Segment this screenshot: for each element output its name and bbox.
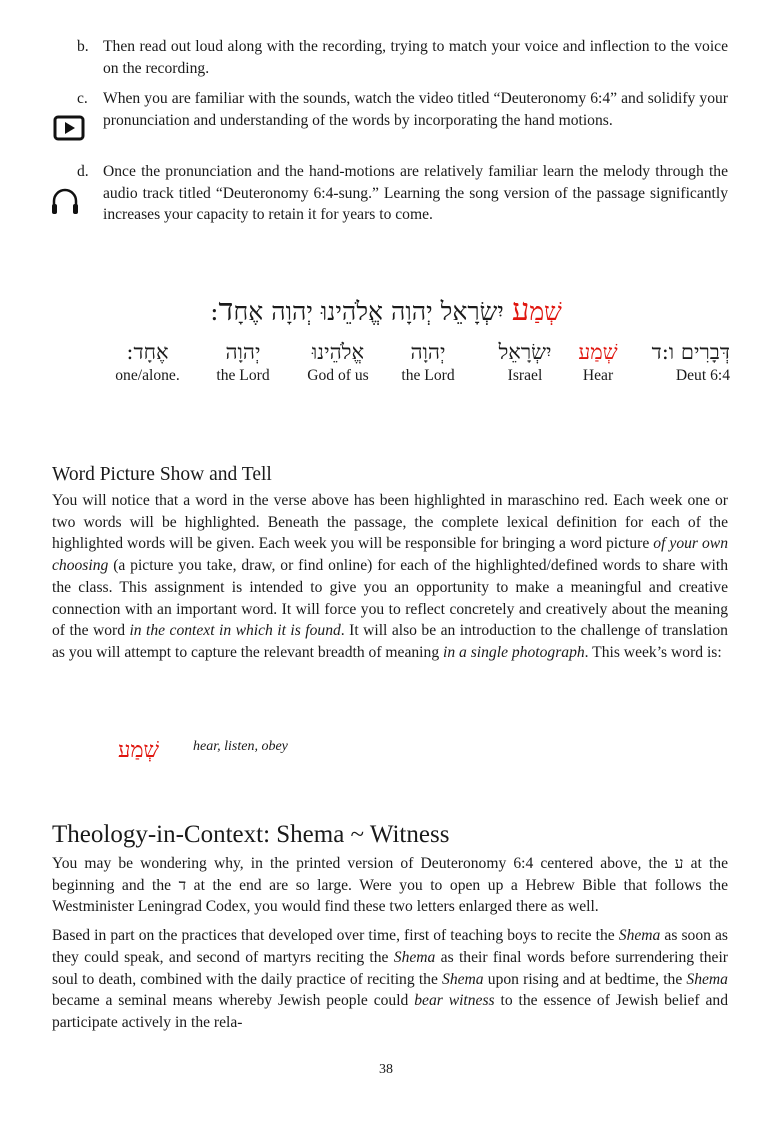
hebrew-word: יְהוָה [410, 340, 446, 364]
step-letter: c. [77, 90, 88, 107]
step-text: Once the pronunciation and the hand-motions are relatively familiar learn the melody through the audio track titled “Deuteronomy 6:4-sung.” Learning the song version of the passage significantly increases your capacity to retain it for years to come. [103, 163, 728, 224]
section2-body [52, 853, 728, 1041]
hebrew-word: שְׁמַע [578, 340, 618, 364]
text: became a seminal means whereby Jewish people could [52, 992, 415, 1010]
english-gloss: the Lord [401, 367, 455, 384]
text: upon rising and at bedtime, the [483, 970, 687, 988]
interlinear-word [293, 338, 383, 386]
hebrew-word: דְּבָרִים ו:ד [651, 340, 730, 364]
paragraph [52, 925, 728, 1034]
emphasis: of your own choosing [52, 535, 728, 575]
hebrew-word: אֱלֹהֵינוּ [311, 340, 365, 364]
emphasis: in the context in which it is found [129, 622, 341, 640]
verse-text: יִשְׂרָאֵל יְהוָה אֱלֹהֵינוּ יְהוָה אֶחָ [233, 297, 512, 326]
hebrew-verse [0, 292, 772, 328]
step-d [77, 161, 728, 226]
english-gloss: Israel [507, 367, 543, 384]
english-gloss: God of us [307, 367, 369, 384]
step-letter: d. [77, 163, 89, 180]
section-heading: Theology-in-Context: Shema ~ Witness [52, 821, 450, 848]
step-text: When you are familiar with the sounds, watch the video titled “Deuteronomy 6:4” and solidify your pronunciation and understanding of the words by incorporating the hand motions. [103, 90, 728, 129]
verse-text: : [210, 297, 219, 326]
english-gloss: Hear [582, 367, 614, 384]
interlinear-word [485, 338, 565, 386]
emphasis: Shema [393, 948, 436, 966]
step-b [77, 36, 728, 79]
hebrew-word: אֶחָד: [126, 340, 169, 364]
enlarged-ayin: ע [511, 292, 530, 328]
text: You may be wondering why, in the printed version of Deuteronomy 6:4 centered above, the [52, 855, 675, 872]
hebrew-letter: ד [178, 876, 187, 894]
emphasis: Shema [442, 970, 484, 988]
enlarged-dalet: ד [218, 292, 234, 328]
text: at the end are so large. Were you to open up a Hebrew Bible that follows the Westminister Leningrad Codex, you would find these two letters enlarged there as well. [52, 876, 728, 916]
section1-paragraph [52, 490, 728, 664]
text: . It will also be an introduction to the challenge of translation as you will attempt to capture the relevant breadth of meaning [52, 622, 728, 661]
section-heading: Word Picture Show and Tell [52, 464, 272, 485]
step-letter: b. [77, 38, 89, 55]
interlinear-ref [630, 338, 730, 386]
interlinear-word [100, 338, 195, 386]
headphones-icon[interactable] [50, 186, 80, 221]
emphasis: Shema [686, 970, 728, 988]
interlinear-word [563, 338, 633, 386]
step-c [77, 88, 728, 131]
emphasis: in a single photograph [443, 643, 585, 661]
verse-first-word [511, 292, 562, 328]
step-text: Then read out loud along with the recording, trying to match your voice and inflection to the voice on the recording. [103, 38, 728, 77]
weekly-word: שְׁמַע [118, 738, 160, 763]
text: as their final words before surrendering their soul to death, combined with the daily practice of reciting the [52, 948, 728, 988]
emphasis: Shema [618, 927, 661, 945]
hebrew-word: יְהוָה [225, 340, 261, 364]
interlinear-word [203, 338, 283, 386]
text: Based in part on the practices that developed over time, first of teaching boys to recite the [52, 927, 619, 945]
hebrew-letter: ע [674, 855, 684, 872]
text: (a picture you take, draw, or find online) for each of the highlighted/defined words to share with the class. This assignment is intended to give you an opportunity to make a meaningful and creative connection with an important word. It will force you to reflect concretely and creatively about the meaning of the word [52, 557, 728, 640]
hebrew-word: יִשְׂרָאֵל [498, 340, 552, 364]
verse-text: שְׁמַ [529, 297, 562, 326]
page-number: 38 [379, 1062, 393, 1077]
interlinear-word [388, 338, 468, 386]
text: at the beginning and the [52, 855, 729, 894]
interlinear [100, 338, 730, 398]
text: to the essence of Jewish belief and participate actively in the rela- [52, 992, 729, 1031]
text: You will notice that a word in the verse above has been highlighted in maraschino red. Each week one or two words will be highlighted. Beneath the passage, the complete lexical definition for each of the highlighted words will be given. Each week you will be responsible for bringing a word picture [52, 492, 728, 553]
emphasis: bear witness [414, 992, 495, 1010]
english-gloss: one/alone. [115, 367, 180, 384]
english-gloss: Deut 6:4 [675, 367, 730, 384]
text: as soon as they could speak, and second of martyrs reciting the [52, 927, 729, 966]
paragraph [52, 853, 728, 918]
english-gloss: the Lord [216, 367, 270, 384]
text: . This week’s word is: [584, 643, 722, 661]
weekly-word-gloss: hear, listen, obey [193, 739, 288, 754]
